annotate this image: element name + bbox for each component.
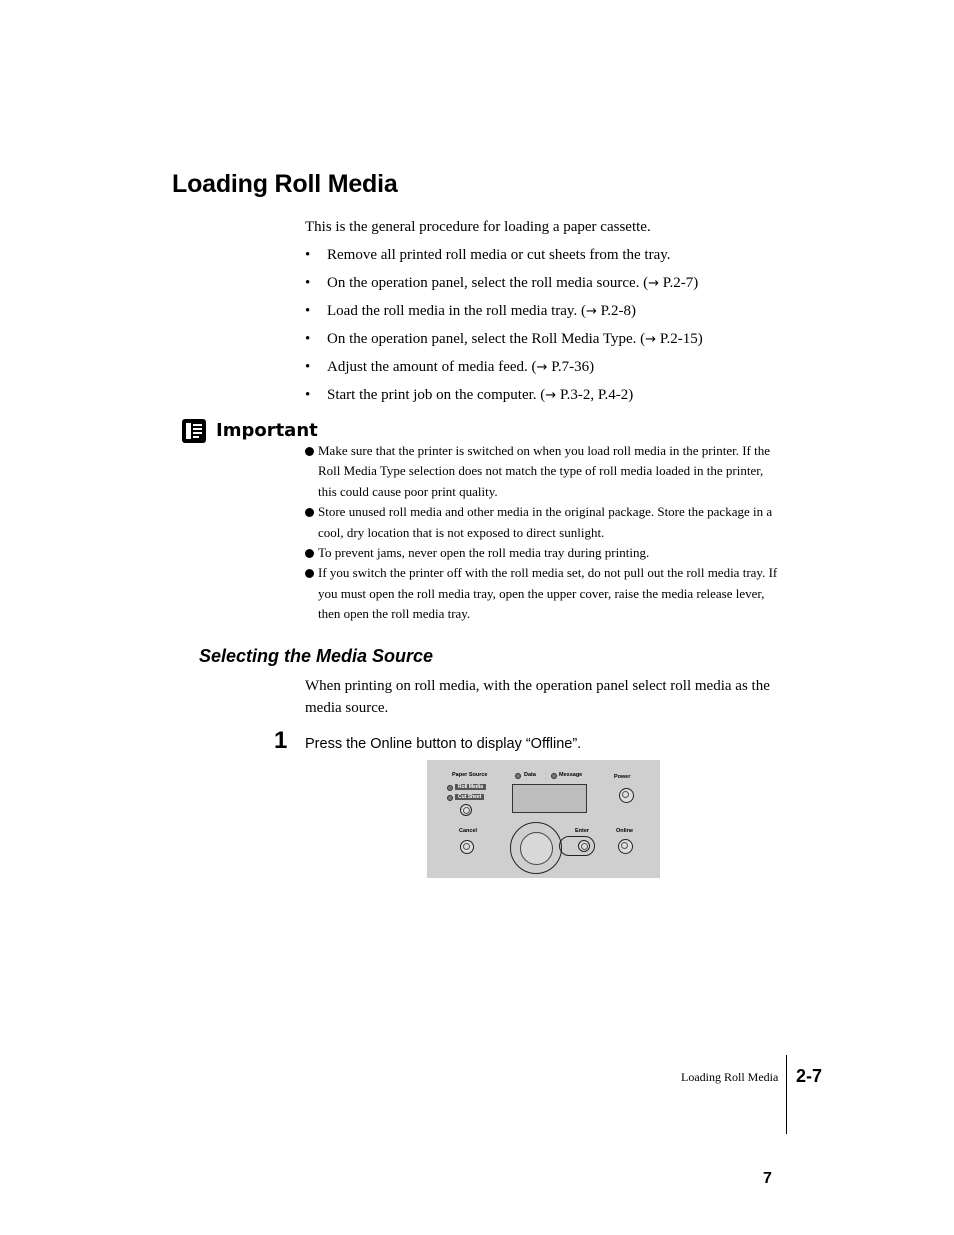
footer-section-number: 2-7	[796, 1066, 823, 1086]
bullet-icon	[305, 569, 314, 578]
list-item: • Adjust the amount of media feed. (→ P.7-36)	[305, 359, 595, 375]
cut-sheet-label: Cut Sheet	[455, 794, 484, 800]
led-icon	[447, 785, 453, 791]
arrow-icon: →	[648, 276, 660, 291]
operation-panel-illustration	[427, 760, 660, 878]
page-title: Loading Roll Media	[172, 170, 398, 198]
cancel-button-icon	[460, 840, 474, 854]
procedure-list	[305, 244, 703, 412]
arrow-icon: →	[545, 388, 557, 403]
list-item: To prevent jams, never open the roll media tray during printing.	[305, 543, 785, 563]
led-icon	[447, 795, 453, 801]
led-icon	[515, 773, 521, 779]
led-icon	[551, 773, 557, 779]
page-number: 7	[763, 1170, 772, 1187]
power-label: Power	[614, 774, 631, 780]
list-item: • On the operation panel, select the Roll Media Type. (→ P.2-15)	[305, 331, 703, 347]
list-item: • Load the roll media in the roll media tray. (→ P.2-8)	[305, 303, 637, 319]
important-heading: Important	[216, 420, 318, 441]
list-item: Store unused roll media and other media in the original package. Store the package in a cool, dry location that is not exposed to direct sunlight.	[305, 502, 785, 543]
lcd-display-icon	[512, 784, 587, 813]
roll-media-label: Roll Media	[455, 784, 486, 790]
arrow-icon: →	[536, 360, 548, 375]
arrow-icon: →	[585, 304, 597, 319]
step-number: 1	[274, 727, 288, 754]
footer-divider	[786, 1055, 787, 1134]
list-item: If you switch the printer off with the roll media set, do not pull out the roll media tray. If you must open the roll media tray, open the upper cover, raise the media release lever, then open the roll media tray.	[305, 563, 785, 624]
bullet-icon	[305, 447, 314, 456]
intro-paragraph: This is the general procedure for loading a paper cassette.	[305, 219, 651, 235]
message-label: Message	[559, 772, 583, 778]
paper-source-label: Paper Source	[452, 772, 488, 778]
list-item: • On the operation panel, select the roll media source. (→ P.2-7)	[305, 275, 699, 291]
enter-button-icon	[578, 840, 590, 852]
enter-label: Enter	[575, 828, 590, 834]
power-button-icon	[619, 788, 634, 803]
online-label: Online	[616, 828, 634, 834]
cancel-label: Cancel	[459, 828, 478, 834]
list-item: • Remove all printed roll media or cut sheets from the tray.	[305, 247, 671, 263]
arrow-keys-icon	[510, 822, 562, 874]
important-icon	[182, 419, 206, 443]
important-list	[305, 441, 785, 625]
list-item: • Start the print job on the computer. (→ P.3-2, P.4-2)	[305, 387, 634, 403]
section-paragraph: When printing on roll media, with the operation panel select roll media as the media source.	[305, 678, 770, 716]
bullet-icon	[305, 549, 314, 558]
section-heading: Selecting the Media Source	[199, 646, 434, 666]
online-button-icon	[618, 839, 633, 854]
list-item: Make sure that the printer is switched on when you load roll media in the printer. If the Roll Media Type selection does not match the type of roll media loaded in the printer, this could cause poor print quality.	[305, 441, 785, 502]
step-text: Press the Online button to display “Offline”.	[305, 736, 582, 752]
footer-section-title: Loading Roll Media	[681, 1070, 779, 1084]
paper-source-button-icon	[460, 804, 472, 816]
bullet-icon	[305, 508, 314, 517]
data-label: Data	[524, 772, 536, 778]
arrow-icon: →	[645, 332, 657, 347]
